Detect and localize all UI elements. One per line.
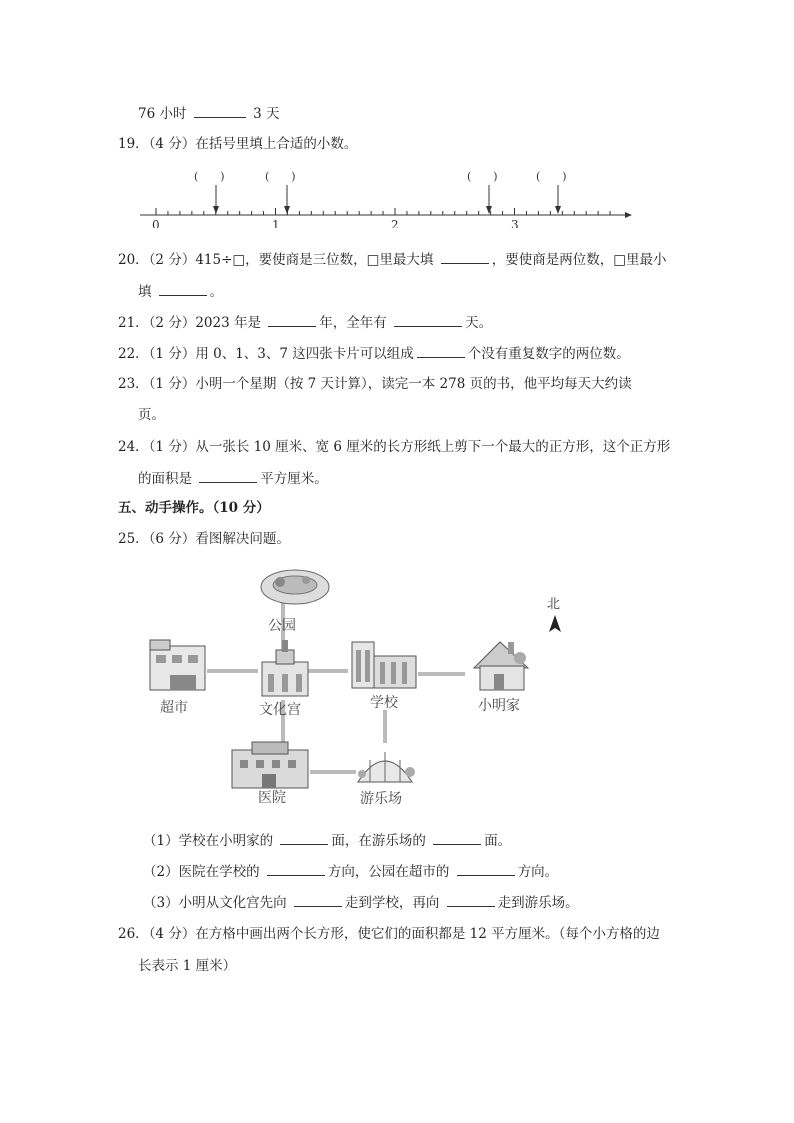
q25-sub2-b: 方向，公园在超市的: [327, 864, 450, 880]
q24-text2: 的面积是: [138, 471, 192, 487]
park-label: 公园: [268, 618, 296, 634]
q23-text2: 页。: [138, 407, 165, 423]
q25-text: 看图解决问题。: [195, 531, 290, 547]
q25-sub1-blank-1[interactable]: [280, 831, 328, 845]
arrow-4-head: [555, 206, 561, 214]
q21-number: 21．: [118, 315, 149, 331]
q21-text1: 2023 年是: [195, 315, 261, 331]
q22-line: [118, 344, 630, 363]
q25-sub1-b: 面，在游乐场的: [331, 833, 426, 849]
q21-blank-1[interactable]: [268, 313, 316, 327]
north-label: 北: [547, 597, 561, 612]
q22-blank[interactable]: [417, 344, 465, 358]
tick-label-1: 1: [272, 218, 280, 228]
q24-blank[interactable]: [199, 469, 257, 483]
q19-number: 19．: [118, 136, 149, 152]
q23-number: 23．: [118, 376, 149, 392]
tick-label-2: 2: [391, 218, 399, 228]
q26-text2: 长表示 1 厘米）: [138, 958, 237, 974]
q26-line1: [118, 925, 660, 943]
number-line: [0, 168, 794, 228]
q25-line: [118, 530, 290, 548]
xiaoming-home-picture: [474, 642, 528, 690]
q25-sub3-a: （3）小明从文化宫先向: [143, 895, 287, 911]
school-picture: [352, 642, 416, 688]
q25-sub1-c: 面。: [484, 833, 512, 849]
q21-line: [118, 313, 492, 332]
arrow-1-head: [213, 206, 219, 214]
q21-text3: 天。: [465, 315, 493, 331]
amusement-park-picture: [358, 752, 415, 782]
q22-score: （1 分）: [148, 346, 196, 362]
q25-sub2: [143, 862, 558, 881]
q20-line1: [118, 250, 666, 269]
campus-map: [0, 560, 794, 820]
q20-line2: [138, 282, 223, 301]
q25-sub3-b: 走到学校，再向: [344, 895, 440, 911]
q20-score: （2 分）: [148, 252, 196, 268]
q25-sub2-c: 方向。: [517, 864, 559, 880]
q25-sub3-blank-2[interactable]: [447, 893, 495, 907]
q24-score: （1 分）: [148, 439, 196, 455]
q25-sub1-a: （1）学校在小明家的: [143, 833, 274, 849]
bracket-1[interactable]: ( ): [194, 170, 225, 183]
q20-text4: 。: [209, 284, 224, 300]
q24-number: 24．: [118, 439, 149, 455]
bracket-2[interactable]: ( ): [265, 170, 296, 183]
supermarket-label: 超市: [160, 700, 188, 716]
q25-sub1-blank-2[interactable]: [433, 831, 481, 845]
q18-line: [138, 104, 279, 123]
q25-sub2-blank-2[interactable]: [457, 862, 515, 876]
q26-number: 26．: [118, 926, 149, 942]
amusement-park-label: 游乐场: [360, 791, 402, 807]
q23-text1: 小明一个星期（按 7 天计算），读完一本 278 页的书，他平均每天大约读: [195, 376, 632, 392]
q22-number: 22．: [118, 346, 149, 362]
culture-palace-label: 文化宫: [259, 702, 301, 718]
q20-blank-1[interactable]: [441, 250, 489, 264]
q26-line2: [138, 957, 236, 975]
q18-right: 3 天: [253, 106, 280, 122]
number-line-arrow: [625, 212, 632, 218]
school-label: 学校: [370, 695, 398, 711]
q22-text1: 用 0、1、3、7 这四张卡片可以组成: [195, 346, 414, 362]
q25-sub3-c: 走到游乐场。: [497, 895, 579, 911]
park-picture: [261, 570, 329, 604]
number-line-ticks: [156, 208, 610, 215]
q25-sub1: [143, 831, 511, 850]
q25-sub3-blank-1[interactable]: [294, 893, 342, 907]
q20-blank-2[interactable]: [159, 282, 207, 296]
section5-title: 五、动手操作。（10 分）: [118, 500, 270, 516]
q18-blank[interactable]: [194, 104, 246, 118]
q19-score: （4 分）: [148, 136, 196, 152]
q20-text1: 415÷□，要使商是三位数，□里最大填: [195, 252, 434, 268]
q25-sub2-blank-1[interactable]: [267, 862, 325, 876]
q25-sub3: [143, 893, 579, 912]
q24-text1: 从一张长 10 厘米、宽 6 厘米的长方形纸上剪下一个最大的正方形，这个正方形: [195, 439, 671, 455]
q21-text2: 年，全年有: [319, 315, 387, 331]
north-arrow-icon: [549, 615, 561, 632]
map-roads: [207, 602, 465, 772]
q22-text2: 个没有重复数字的两位数。: [467, 346, 630, 362]
q23-score: （1 分）: [148, 376, 196, 392]
q24-text3: 平方厘米。: [260, 471, 328, 487]
q20-number: 20．: [118, 252, 149, 268]
tick-label-0: 0: [152, 218, 160, 228]
q25-score: （6 分）: [148, 531, 196, 547]
q23-line2: [138, 406, 165, 424]
culture-palace-picture: [262, 640, 308, 696]
xiaoming-home-label: 小明家: [478, 698, 520, 714]
q26-score: （4 分）: [148, 926, 196, 942]
hospital-picture: [232, 742, 308, 788]
q19-line: [118, 135, 357, 153]
arrow-2-head: [284, 206, 290, 214]
bracket-3[interactable]: ( ): [467, 170, 498, 183]
q20-text3: 填: [138, 284, 152, 300]
bracket-4[interactable]: ( ): [536, 170, 567, 183]
q21-blank-2[interactable]: [394, 313, 462, 327]
hospital-label: 医院: [258, 790, 286, 806]
q19-text: 在括号里填上合适的小数。: [195, 136, 358, 152]
q26-text1: 在方格中画出两个长方形，使它们的面积都是 12 平方厘米。（每个小方格的边: [195, 926, 660, 942]
supermarket-picture: [150, 640, 205, 690]
q23-line1: [118, 375, 632, 393]
q24-line1: [118, 438, 670, 456]
q20-text2: ，要使商是两位数，□里最小: [491, 252, 667, 268]
q24-line2: [138, 469, 328, 488]
q25-number: 25．: [118, 531, 149, 547]
q18-left: 76 小时: [138, 106, 187, 122]
q21-score: （2 分）: [148, 315, 196, 331]
tick-label-3: 3: [511, 218, 519, 228]
q25-sub2-a: （2）医院在学校的: [143, 864, 260, 880]
